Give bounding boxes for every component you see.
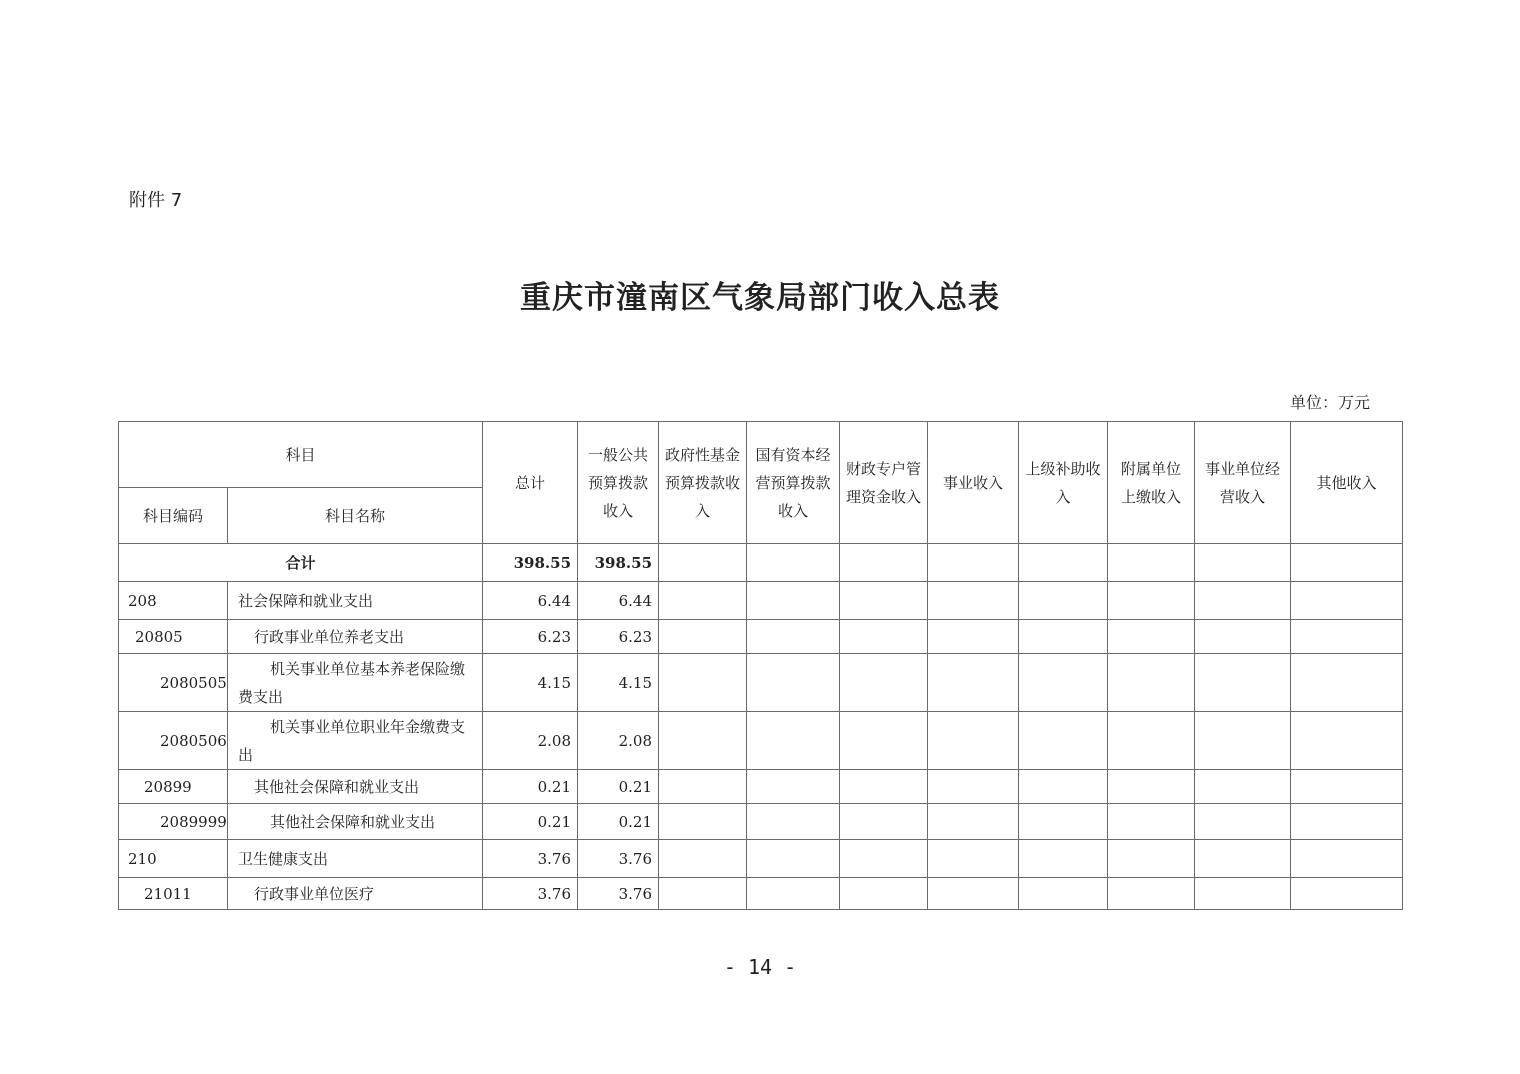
row-code: 210 [119, 840, 228, 878]
row-code: 2080505 [119, 654, 228, 712]
table-row [119, 840, 1403, 878]
header-business-income: 事业收入 [928, 422, 1019, 544]
row-total: 3.76 [483, 878, 578, 910]
row-code: 21011 [119, 878, 228, 910]
row-code: 20899 [119, 770, 228, 804]
row-name: 其他社会保障和就业支出 [228, 770, 483, 804]
row-code: 208 [119, 582, 228, 620]
row-total: 6.44 [483, 582, 578, 620]
row-name: 机关事业单位基本养老保险缴费支出 [228, 654, 483, 712]
page-number: - 14 - [723, 955, 797, 979]
row-total: 3.76 [483, 840, 578, 878]
header-subject: 科目 [119, 422, 483, 488]
header-superior-subsidy: 上级补助收入 [1019, 422, 1108, 544]
attachment-label: 附件 7 [129, 190, 183, 211]
header-general-budget: 一般公共预算拨款收入 [578, 422, 659, 544]
unit-label: 单位：万元 [1290, 393, 1371, 412]
table-row [119, 770, 1403, 804]
row-total: 0.21 [483, 770, 578, 804]
row-general-budget: 0.21 [578, 804, 659, 840]
header-gov-fund: 政府性基金预算拨款收入 [659, 422, 747, 544]
row-general-budget: 0.21 [578, 770, 659, 804]
row-general-budget: 3.76 [578, 878, 659, 910]
table-row [119, 878, 1403, 910]
header-affiliated-payment: 附属单位上缴收入 [1108, 422, 1195, 544]
row-general-budget: 6.44 [578, 582, 659, 620]
table-row [119, 654, 1403, 712]
table-row [119, 582, 1403, 620]
total-amount: 398.55 [483, 544, 578, 582]
row-name: 行政事业单位医疗 [228, 878, 483, 910]
row-code: 20805 [119, 620, 228, 654]
row-name: 行政事业单位养老支出 [228, 620, 483, 654]
header-business-operation: 事业单位经营收入 [1195, 422, 1291, 544]
row-code: 2080506 [119, 712, 228, 770]
row-total: 6.23 [483, 620, 578, 654]
header-other-income: 其他收入 [1291, 422, 1403, 544]
header-row-1 [119, 422, 1403, 488]
header-fiscal-special: 财政专户管理资金收入 [840, 422, 928, 544]
row-name: 社会保障和就业支出 [228, 582, 483, 620]
total-row [119, 544, 1403, 582]
row-name: 其他社会保障和就业支出 [228, 804, 483, 840]
page-title: 重庆市潼南区气象局部门收入总表 [520, 280, 1000, 316]
row-general-budget: 6.23 [578, 620, 659, 654]
total-label: 合计 [119, 544, 483, 582]
row-general-budget: 2.08 [578, 712, 659, 770]
table-row [119, 804, 1403, 840]
header-total: 总计 [483, 422, 578, 544]
income-summary-table [118, 421, 1403, 910]
header-state-capital: 国有资本经营预算拨款收入 [747, 422, 840, 544]
row-general-budget: 4.15 [578, 654, 659, 712]
header-name: 科目名称 [228, 488, 483, 544]
row-total: 2.08 [483, 712, 578, 770]
row-name: 卫生健康支出 [228, 840, 483, 878]
table-row [119, 712, 1403, 770]
table-row [119, 620, 1403, 654]
row-total: 4.15 [483, 654, 578, 712]
row-general-budget: 3.76 [578, 840, 659, 878]
row-code: 2089999 [119, 804, 228, 840]
row-total: 0.21 [483, 804, 578, 840]
header-code: 科目编码 [119, 488, 228, 544]
row-name: 机关事业单位职业年金缴费支出 [228, 712, 483, 770]
total-general-budget: 398.55 [578, 544, 659, 582]
